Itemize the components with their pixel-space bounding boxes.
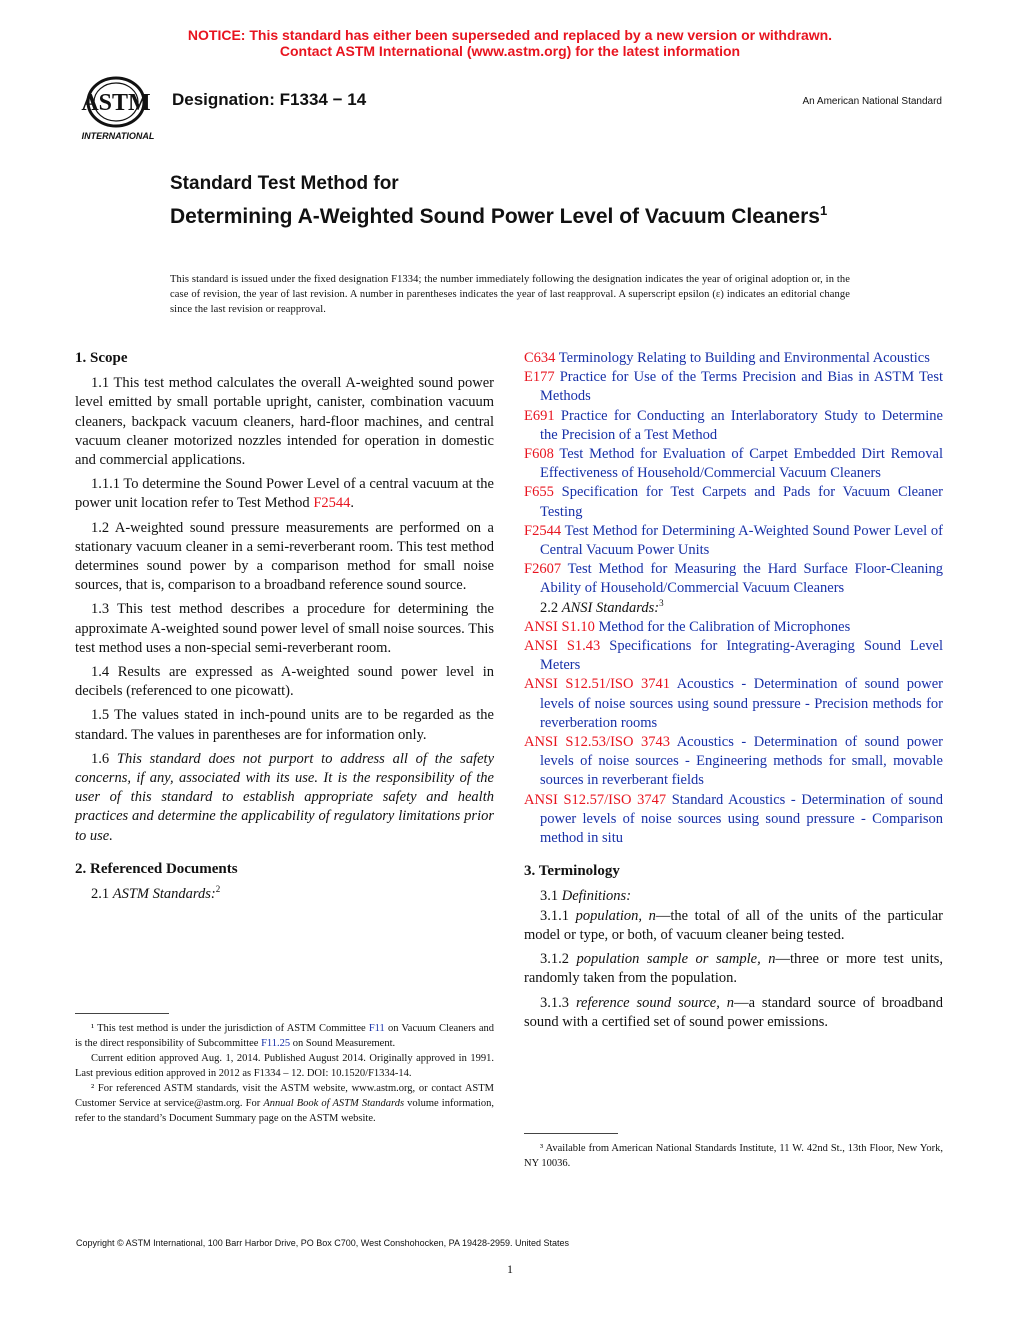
- section-terminology-heading: 3. Terminology: [524, 863, 620, 880]
- ref-link-ansi-s1-43[interactable]: ANSI S1.43: [524, 638, 601, 655]
- astm-logo-text: ASTM: [81, 90, 151, 116]
- designation: Designation: F1334 − 14: [172, 90, 367, 109]
- terminology-3-1: 3.1 Definitions:: [540, 888, 632, 905]
- section-scope-heading: 1. Scope: [75, 350, 128, 366]
- reference-item: ANSI S12.51/ISO 3741 Acoustics - Determination of sound power levels of noise sources using sound pressure - Precision methods for reverberation rooms: [524, 676, 944, 731]
- link-committee-f11[interactable]: F11: [368, 1023, 385, 1034]
- ref-link-f2607[interactable]: F2607: [524, 561, 562, 578]
- reference-item: E177 Practice for Use of the Terms Precision and Bias in ASTM Test Methods: [524, 369, 943, 405]
- reference-item: E691 Practice for Conducting an Interlaboratory Study to Determine the Precision of a Test Method: [524, 407, 943, 443]
- ref-link-f655[interactable]: F655: [524, 484, 554, 501]
- scope-1-2: 1.2 A-weighted sound pressure measurements are performed on a stationary vacuum cleaner in a semi-reverberant room. This test method determines sound power by a comparison method for small noise sources, that is, comparison to a broadband reference sound source.: [75, 519, 494, 594]
- reference-item: ANSI S1.43 Specifications for Integrating-Averaging Sound Level Meters: [524, 638, 943, 674]
- ref-link-ansi-s12-51[interactable]: ANSI S12.51/ISO 3741: [524, 676, 670, 693]
- page-number: 1: [507, 1262, 513, 1276]
- scope-1-6: 1.6 This standard does not purport to address all of the safety concerns, if any, associated with its use. It is the responsibility of the user of this standard to establish appropriate safety and health practices and determine the applicability of regulatory limitations prior to use.: [75, 750, 495, 844]
- ref-link-ansi-s12-57[interactable]: ANSI S12.57/ISO 3747: [524, 791, 667, 808]
- footnote-3: ³ Available from American National Standards Institute, 11 W. 42nd St., 13th Floor, New York, NY 10036.: [524, 1143, 943, 1169]
- scope-1-4: 1.4 Results are expressed as A-weighted sound power level in decibels (referenced to one picowatt).: [75, 664, 494, 700]
- footnote-divider: [75, 1013, 169, 1014]
- ansi-reference-list: [524, 618, 943, 848]
- ref-link-e177[interactable]: E177: [524, 369, 555, 386]
- scope-1-3: 1.3 This test method describes a procedure for determining the approximate A-weighted sound power level of small noise sources. This test method uses a non-special semi-reverberant room.: [75, 601, 494, 656]
- national-standard-label: An American National Standard: [802, 96, 942, 107]
- reference-item: ANSI S12.57/ISO 3747 Standard Acoustics - Determination of sound power levels of noise sources using sound pressure - Comparison method in situ: [524, 791, 944, 847]
- ref-link-c634[interactable]: C634: [524, 350, 556, 366]
- ref-link-f2544[interactable]: F2544: [524, 522, 562, 539]
- definition-3-1-1: 3.1.1 population, n—the total of all of the units of the particular model or type, or both, of vacuum cleaner being tested.: [524, 907, 944, 943]
- astm-logo: [74, 76, 160, 142]
- scope-1-5: 1.5 The values stated in inch-pound units are to be regarded as the standard. The values in parentheses are for information only.: [75, 707, 494, 743]
- reference-item: F655 Specification for Test Carpets and Pads for Vacuum Cleaner Testing: [524, 484, 943, 520]
- definition-3-1-2: 3.1.2 population sample or sample, n—three or more test units, randomly taken from the population.: [524, 951, 943, 987]
- ref-link-f2544[interactable]: F2544: [313, 495, 351, 512]
- refdocs-2-1: 2.1 ASTM Standards:$^2$: [91, 884, 221, 903]
- reference-item: F608 Test Method for Evaluation of Carpet Embedded Dirt Removal Effectiveness of Household/Commercial Vacuum Cleaners: [524, 446, 943, 482]
- link-subcommittee-f11-25[interactable]: F11.25: [261, 1038, 291, 1049]
- right-column: [524, 349, 943, 1037]
- left-column: [75, 349, 494, 909]
- astm-logo-subtext: INTERNATIONAL: [81, 131, 155, 141]
- reference-item: C634 Terminology Relating to Building and Environmental Acoustics: [524, 350, 930, 366]
- withdrawal-notice-line1: NOTICE: This standard has either been superseded and replaced by a new version or withdrawn.: [187, 27, 833, 43]
- scope-1-1: 1.1 This test method calculates the overall A-weighted sound power level emitted by small portable upright, canister, combination vacuum cleaners, backpack vacuum cleaners, hard-floor machines, and central vacuum cleaner motorized nozzles intended for operation in domestic and commercial applications.: [75, 375, 494, 469]
- title-line1: Standard Test Method for: [170, 173, 399, 194]
- footnotes-left: [75, 1021, 494, 1126]
- issuance-note: This standard is issued under the fixed designation F1334; the number immediately following the designation indicates the year of original adoption or, in the case of revision, the year of last revision. A number in parentheses indicates the year of last reapproval. A superscript epsilon (ε) indicates an editorial change since the last revision or reapproval.: [170, 274, 850, 315]
- reference-item: ANSI S1.10 Method for the Calibration of Microphones: [524, 618, 851, 635]
- footnote-1: ¹ This test method is under the jurisdiction of ASTM Committee F11 on Vacuum Cleaners and is the direct responsibility of Subcommittee F11.25 on Sound Measurement.: [75, 1023, 494, 1049]
- title-line2: Determining A-Weighted Sound Power Level of Vacuum Cleaners$^1$: [170, 203, 828, 228]
- ref-link-f608[interactable]: F608: [524, 446, 554, 463]
- title-footnote-mark: 1: [819, 203, 828, 218]
- ref-link-ansi-s1-10[interactable]: ANSI S1.10: [524, 618, 595, 635]
- refdocs-2-2: 2.2 ANSI Standards:$^3$: [540, 597, 664, 616]
- ref-link-e691[interactable]: E691: [524, 407, 555, 424]
- scope-1-1-1: 1.1.1 To determine the Sound Power Level of a central vacuum at the power unit location refer to Test Method F2544.: [75, 476, 494, 512]
- copyright-line: Copyright © ASTM International, 100 Barr Harbor Drive, PO Box C700, West Conshohocken, PA 19428-2959. United States: [76, 1238, 570, 1248]
- footnote-1-edition: Current edition approved Aug. 1, 2014. Published August 2014. Originally approved in 1991. Last previous edition approved in 2012 as F1334 – 12. DOI: 10.1520/F1334-14.: [75, 1053, 494, 1079]
- withdrawal-notice-line2: Contact ASTM International (www.astm.org) for the latest information: [279, 43, 741, 59]
- reference-item: F2607 Test Method for Measuring the Hard Surface Floor-Cleaning Ability of Household/Commercial Vacuum Cleaners: [524, 561, 943, 597]
- footnote-divider: [524, 1133, 618, 1134]
- definition-3-1-3: 3.1.3 reference sound source, n—a standard source of broadband sound with a certified set of sound power emissions.: [524, 994, 943, 1030]
- reference-item: ANSI S12.53/ISO 3743 Acoustics - Determination of sound power levels of noise sources - Engineering methods for small, movable sources in reverberant fields: [524, 734, 944, 789]
- reference-item: F2544 Test Method for Determining A-Weighted Sound Power Level of Central Vacuum Power Units: [524, 522, 943, 559]
- ref-link-ansi-s12-53[interactable]: ANSI S12.53/ISO 3743: [524, 734, 670, 751]
- section-refdocs-heading: 2. Referenced Documents: [75, 860, 238, 877]
- astm-reference-list: [524, 349, 943, 599]
- footnote-2: ² For referenced ASTM standards, visit the ASTM website, www.astm.org, or contact ASTM Customer Service at service@astm.org. For Annual Book of ASTM Standards volume information, refer to the standard’s Document Summary page on the ASTM website.: [75, 1083, 494, 1124]
